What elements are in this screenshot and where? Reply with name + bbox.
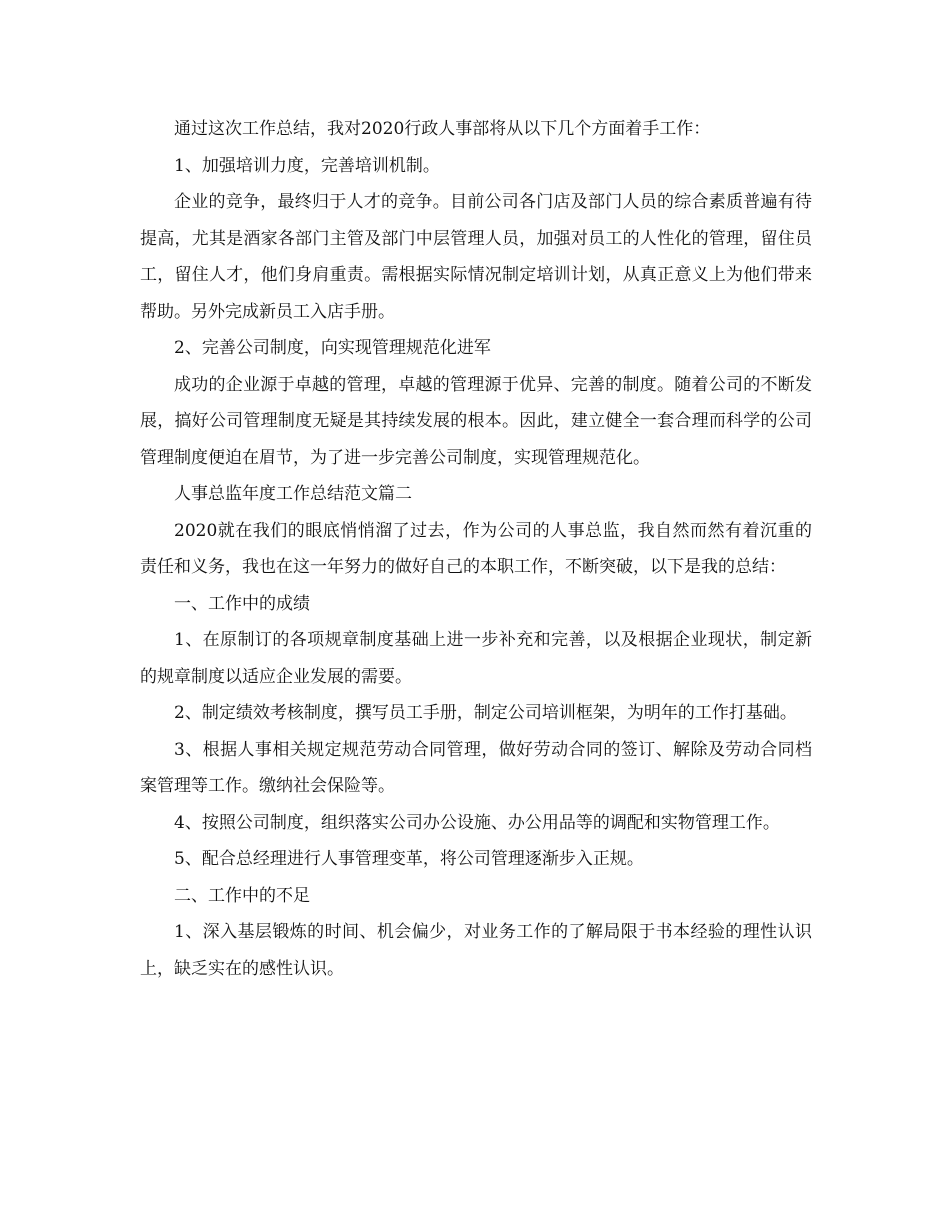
achievement-item-5: 5、配合总经理进行人事管理变革，将公司管理逐渐步入正规。 [174, 849, 644, 869]
paragraph-item-training: 1、加强培训力度，完善培训机制。 [174, 155, 440, 176]
achievement-item-1: 1、在原制订的各项规章制度基础上进一步补充和完善，以及根据企业现状，制定新的规章制度以适应企业发展的需要。 [140, 630, 812, 687]
document-body [140, 111, 812, 987]
heading-achievements: 一、工作中的成绩 [174, 593, 310, 614]
achievement-item-2: 2、制定绩效考核制度，撰写员工手册，制定公司培训框架，为明年的工作打基础。 [174, 703, 797, 723]
section-title: 人事总监年度工作总结范文篇二 [174, 484, 412, 504]
achievement-item-3: 3、根据人事相关规定规范劳动合同管理，做好劳动合同的签订、解除及劳动合同档案管理等工作。缴纳社会保险等。 [140, 739, 812, 796]
paragraph-system-detail: 成功的企业源于卓越的管理，卓越的管理源于优异、完善的制度。随着公司的不断发展，搞好公司管理制度无疑是其持续发展的根本。因此，建立健全一套合理而科学的公司管理制度便迫在眉节，为了进一步完善公司制度，实现管理规范化。 [140, 374, 812, 468]
heading-shortcomings: 二、工作中的不足 [174, 885, 310, 906]
paragraph-item-system: 2、完善公司制度，向实现管理规范化进军 [174, 338, 491, 358]
paragraph-opening: 2020就在我们的眼底悄悄溜了过去，作为公司的人事总监，我自然而然有着沉重的责任和义务，我也在这一年努力的做好自己的本职工作，不断突破，以下是我的总结： [140, 520, 812, 577]
shortcoming-item-1: 1、深入基层锻炼的时间、机会偏少，对业务工作的了解局限于书本经验的理性认识上，缺乏实在的感性认识。 [140, 922, 812, 979]
paragraph-intro: 通过这次工作总结，我对2020行政人事部将从以下几个方面着手工作： [174, 119, 711, 139]
paragraph-training-detail: 企业的竞争，最终归于人才的竞争。目前公司各门店及部门人员的综合素质普遍有待提高，尤其是酒家各部门主管及部门中层管理人员，加强对员工的人性化的管理，留住员工，留住人才，他们身肩重责。需根据实际情况制定培训计划，从真正意义上为他们带来帮助。另外完成新员工入店手册。 [140, 192, 812, 322]
achievement-item-4: 4、按照公司制度，组织落实公司办公设施、办公用品等的调配和实物管理工作。 [174, 812, 780, 833]
